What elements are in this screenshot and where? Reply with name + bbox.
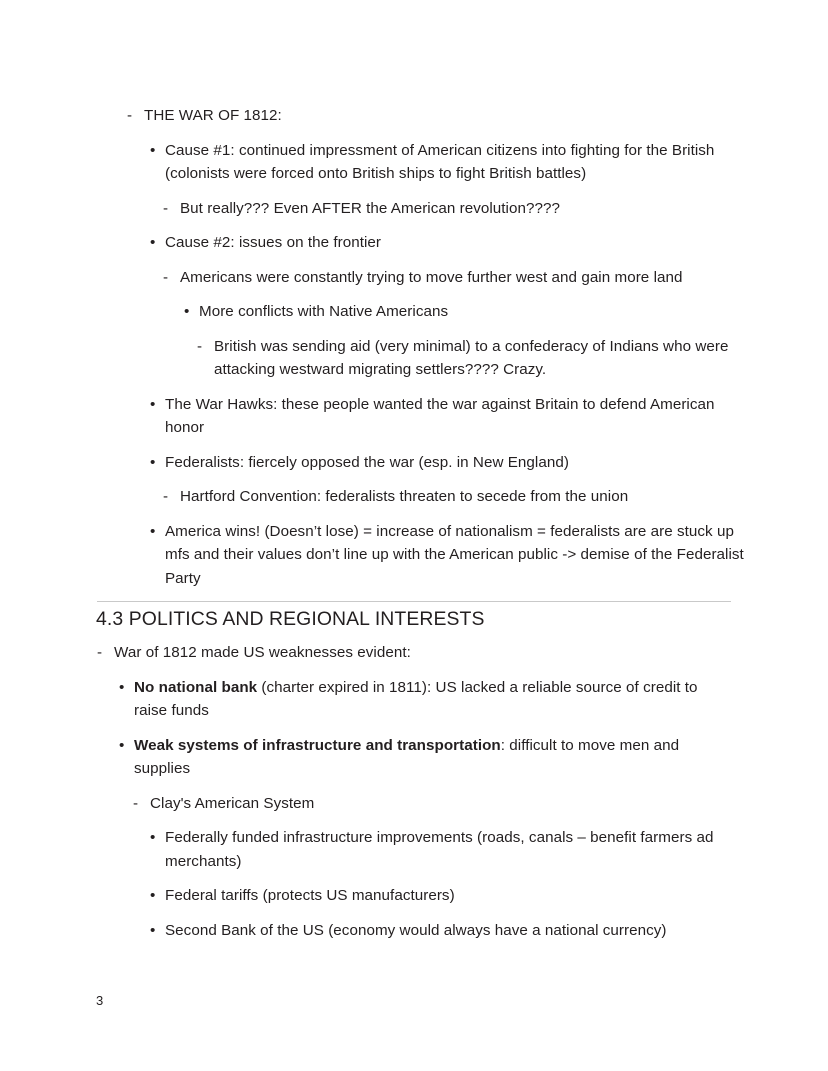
bullet-dot-icon: • bbox=[150, 453, 156, 471]
dash-marker-icon: - bbox=[133, 794, 139, 812]
list-item bbox=[127, 104, 828, 128]
list-item-text: Federalists: fiercely opposed the war (esp. in New England) bbox=[165, 453, 569, 471]
list-item-text: British was sending aid (very minimal) to a confederacy of Indians who were attacking westward migrating settlers???? Crazy. bbox=[214, 337, 729, 378]
bullet-dot-icon: • bbox=[150, 141, 156, 159]
list-item-text: Americans were constantly trying to move further west and gain more land bbox=[180, 268, 683, 286]
list-item-text: Cause #2: issues on the frontier bbox=[165, 234, 382, 251]
list-item bbox=[117, 734, 729, 781]
dash-marker-icon: - bbox=[127, 107, 133, 124]
list-item bbox=[148, 919, 828, 943]
list-item-text: THE WAR OF 1812: bbox=[144, 107, 282, 124]
list-item bbox=[182, 300, 828, 324]
section-war-of-1812 bbox=[0, 104, 828, 590]
list-item-text: The War Hawks: these people wanted the war against Britain to defend American honor bbox=[165, 395, 715, 436]
section-divider bbox=[97, 601, 731, 602]
list-item bbox=[133, 792, 828, 816]
bullet-dot-icon: • bbox=[150, 395, 156, 413]
bullet-dot-icon: • bbox=[119, 736, 125, 754]
list-item bbox=[148, 393, 728, 440]
list-item bbox=[163, 266, 828, 290]
dash-marker-icon: - bbox=[163, 268, 169, 286]
list-item-text bbox=[117, 676, 729, 723]
list-item-text: Second Bank of the US (economy would always have a national currency) bbox=[165, 921, 667, 939]
dash-marker-icon: - bbox=[97, 644, 103, 661]
section-heading: 4.3 POLITICS AND REGIONAL INTERESTS bbox=[96, 608, 485, 630]
bullet-dot-icon: • bbox=[150, 829, 156, 846]
list-item-bold-lead: No national bank bbox=[134, 678, 258, 696]
page-number: 3 bbox=[96, 993, 104, 1008]
list-item-text: Clay's American System bbox=[150, 794, 315, 812]
bullet-dot-icon: • bbox=[150, 887, 156, 904]
list-item-text: Hartford Convention: federalists threaten to secede from the union bbox=[180, 488, 629, 505]
dash-marker-icon: - bbox=[163, 199, 169, 217]
list-item-text: But really??? Even AFTER the American revolution???? bbox=[180, 199, 560, 217]
dash-marker-icon: - bbox=[197, 337, 203, 355]
list-item bbox=[163, 197, 828, 221]
list-item-text: Federal tariffs (protects US manufacturers) bbox=[165, 887, 455, 904]
list-item bbox=[148, 231, 828, 255]
list-item bbox=[148, 884, 828, 908]
list-item-text: Cause #1: continued impressment of American citizens into fighting for the British (colonists were forced onto British ships to fight British battles) bbox=[165, 141, 715, 182]
list-item bbox=[163, 485, 828, 509]
bullet-dot-icon: • bbox=[119, 678, 125, 696]
list-item-text: War of 1812 made US weaknesses evident: bbox=[114, 644, 411, 661]
list-item bbox=[117, 676, 729, 723]
list-item bbox=[197, 335, 777, 382]
bullet-dot-icon: • bbox=[150, 522, 156, 540]
list-item-bold-lead: Weak systems of infrastructure and transportation bbox=[134, 736, 501, 754]
section-politics-regional-interests bbox=[0, 641, 828, 942]
bullet-dot-icon: • bbox=[150, 921, 156, 939]
list-item bbox=[148, 520, 748, 591]
dash-marker-icon: - bbox=[163, 488, 169, 505]
bullet-dot-icon: • bbox=[150, 234, 156, 251]
list-item-text: Federally funded infrastructure improvements (roads, canals – benefit farmers ad merchants) bbox=[165, 829, 714, 870]
list-item-text: More conflicts with Native Americans bbox=[199, 303, 449, 320]
bullet-dot-icon: • bbox=[184, 303, 190, 320]
list-item bbox=[148, 451, 828, 475]
list-item-text bbox=[117, 734, 729, 781]
list-item-rest: : difficult to move men and supplies bbox=[134, 736, 680, 777]
list-item bbox=[97, 641, 828, 665]
list-item-rest: (charter expired in 1811): US lacked a reliable source of credit to raise funds bbox=[134, 678, 698, 719]
list-item-text: America wins! (Doesn’t lose) = increase of nationalism = federalists are are stuck up mfs and their values don’t line up with the American public -> demise of the Federalist Party bbox=[165, 522, 744, 587]
list-item bbox=[148, 826, 760, 873]
list-item bbox=[148, 139, 748, 186]
